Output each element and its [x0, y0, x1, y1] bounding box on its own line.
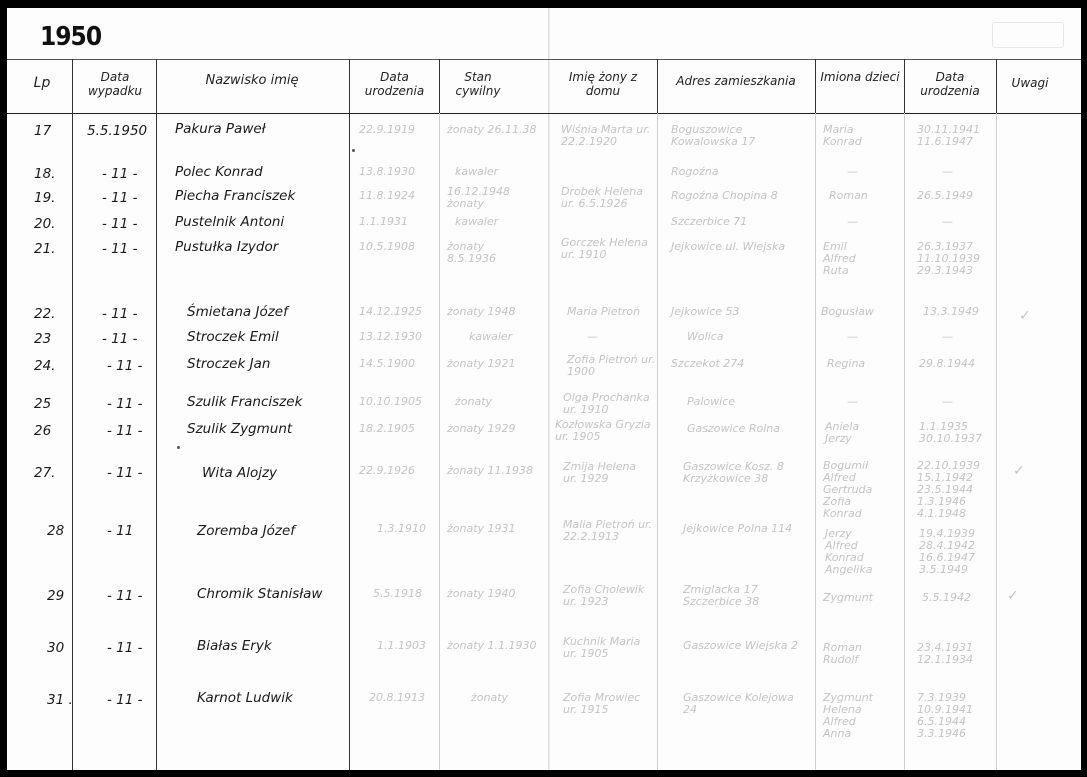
- row-wife: Gorczek Helena ur. 1910: [561, 236, 648, 261]
- row-child-births: —: [942, 395, 953, 408]
- row-address: Szczekot 274: [671, 357, 745, 370]
- row-wife: Wiśnia Marta ur. 22.2.1920: [561, 123, 651, 148]
- column-divider-faint: [996, 113, 997, 770]
- row-birth: 22.9.1919: [359, 123, 415, 136]
- row-civil: żonaty 1940: [447, 587, 516, 600]
- column-divider-faint: [657, 113, 658, 770]
- header-uwagi: Uwagi: [1011, 76, 1049, 90]
- column-divider: [815, 59, 816, 113]
- row-wife: Zofia Cholewik ur. 1923: [563, 583, 645, 608]
- row-address: Zmiglacka 17 Szczerbice 38: [683, 583, 760, 608]
- row-child-births: 5.5.1942: [922, 591, 971, 604]
- row-name: Śmietana Józef: [187, 304, 288, 320]
- header-data-urodzenia: Data urodzenia: [364, 70, 425, 98]
- row-name: Polec Konrad: [175, 164, 263, 180]
- row-child-births: 26.5.1949: [917, 189, 973, 202]
- row-address: Gaszowice Wiejska 2: [683, 639, 798, 652]
- row-child-births: 1.1.1935 30.10.1937: [919, 420, 982, 445]
- row-name: Stroczek Emil: [187, 329, 279, 345]
- row-children: —: [847, 330, 858, 343]
- row-civil: żonaty 8.5.1936: [447, 240, 496, 265]
- row-birth: 18.2.1905: [359, 422, 415, 435]
- row-children: —: [847, 215, 858, 228]
- row-lp: 22.: [34, 306, 56, 322]
- row-civil: żonaty 1948: [447, 305, 516, 318]
- row-civil: żonaty 1921: [447, 357, 516, 370]
- column-divider-faint: [815, 113, 816, 770]
- row-lp: 27.: [34, 465, 56, 481]
- row-children: —: [847, 395, 858, 408]
- row-wife: Drobek Helena ur. 6.5.1926: [561, 185, 643, 210]
- row-child-births: 22.10.1939 15.1.1942 23.5.1944 1.3.1946 4.1.1948: [917, 459, 980, 520]
- check-mark: ✓: [1007, 588, 1019, 604]
- row-civil: żonaty 11.1938: [447, 464, 534, 477]
- column-divider-faint: [439, 113, 440, 770]
- row-civil: żonaty 1931: [447, 522, 516, 535]
- row-date: - 11 -: [102, 306, 138, 322]
- row-name: Stroczek Jan: [187, 356, 271, 372]
- row-lp: 25: [34, 396, 52, 412]
- row-address: Jejkowice ul. Wiejska: [671, 240, 786, 253]
- row-birth: 13.8.1930: [359, 165, 415, 178]
- row-children: Jerzy Alfred Konrad Angelika: [825, 527, 873, 576]
- row-children: —: [847, 165, 858, 178]
- header-nazwisko-imie: Nazwisko imię: [205, 73, 299, 88]
- row-wife: Malia Pietroń ur. 22.2.1913: [563, 518, 653, 543]
- header-top-rule: [7, 59, 1081, 60]
- row-address: Rogoźna: [671, 165, 719, 178]
- year-heading: 1950: [40, 22, 102, 52]
- row-date: - 11 -: [107, 692, 143, 708]
- row-name: Karnot Ludwik: [197, 690, 293, 706]
- row-wife: —: [587, 330, 598, 343]
- row-date: - 11 -: [102, 331, 138, 347]
- row-date: - 11: [107, 523, 134, 539]
- row-lp: 20.: [34, 216, 56, 232]
- row-lp: 21.: [34, 241, 56, 257]
- row-children: Zygmunt: [823, 591, 873, 604]
- column-divider: [904, 59, 905, 113]
- column-divider-faint: [904, 113, 905, 770]
- check-mark: ✓: [1019, 308, 1031, 324]
- row-wife: Olga Prochanka ur. 1910: [563, 391, 650, 416]
- row-wife: Zmija Helena ur. 1929: [563, 460, 637, 485]
- row-child-births: 7.3.1939 10.9.1941 6.5.1944 3.3.1946: [917, 691, 973, 740]
- row-address: Jejkowice 53: [671, 305, 740, 318]
- row-name: Chromik Stanisław: [197, 586, 323, 602]
- row-lp: 30: [47, 640, 65, 656]
- row-child-births: 19.4.1939 28.4.1942 16.6.1947 3.5.1949: [919, 527, 975, 576]
- row-civil: żonaty: [455, 395, 493, 408]
- row-lp: 26: [34, 423, 52, 439]
- row-children: Zygmunt Helena Alfred Anna: [823, 691, 873, 740]
- column-divider: [439, 59, 440, 113]
- row-child-births: —: [942, 330, 953, 343]
- row-address: Wolica: [687, 330, 724, 343]
- row-date: - 11 -: [107, 640, 143, 656]
- header-stan-cywilny: Stan cywilny: [455, 70, 501, 98]
- row-lp: 17: [34, 123, 52, 139]
- row-date: 5.5.1950: [87, 123, 148, 139]
- row-children: Regina: [827, 357, 866, 370]
- row-date: - 11 -: [107, 423, 143, 439]
- row-children: Bogusław: [821, 305, 874, 318]
- row-child-births: —: [942, 165, 953, 178]
- column-divider: [156, 59, 157, 770]
- row-lp: 18.: [34, 166, 56, 182]
- row-birth: 1.1.1903: [377, 639, 426, 652]
- row-children: Roman: [829, 189, 868, 202]
- header-imie-zony: Imię żony z domu: [568, 70, 638, 98]
- row-date: - 11 -: [107, 465, 143, 481]
- header-adres: Adres zamieszkania: [676, 74, 796, 88]
- row-children: Bogumił Alfred Gertruda Zofia Konrad: [823, 459, 873, 520]
- row-date: - 11 -: [107, 358, 143, 374]
- header-imiona-dzieci: Imiona dzieci: [820, 70, 900, 84]
- row-address: Gaszowice Kosz. 8 Krzyżkowice 38: [683, 460, 784, 485]
- row-address: Gaszowice Rolna: [687, 422, 781, 435]
- row-birth: 20.8.1913: [369, 691, 425, 704]
- row-child-births: 13.3.1949: [923, 305, 979, 318]
- row-birth: 5.5.1918: [373, 587, 422, 600]
- column-divider: [657, 59, 658, 113]
- row-date: - 11 -: [102, 216, 138, 232]
- row-name: Piecha Franciszek: [175, 188, 296, 204]
- row-wife: Zofia Mrowiec ur. 1915: [563, 691, 641, 716]
- row-wife: Kozłowska Gryzia ur. 1905: [555, 418, 651, 443]
- header-data-wypadku: Data wypadku: [87, 70, 143, 98]
- row-children: Aniela Jerzy: [825, 420, 860, 445]
- row-civil: kawaler: [455, 165, 499, 178]
- row-civil: 16.12.1948 żonaty: [447, 185, 510, 210]
- row-wife: Kuchnik Maria ur. 1905: [563, 635, 641, 660]
- row-child-births: 30.11.1941 11.6.1947: [917, 123, 980, 148]
- row-name: Szulik Franciszek: [187, 394, 303, 410]
- row-birth: 1.1.1931: [359, 215, 408, 228]
- row-name: Wita Alojzy: [202, 465, 278, 481]
- page-fold: [548, 8, 550, 770]
- ink-speck: [177, 446, 180, 449]
- check-mark: ✓: [1013, 463, 1025, 479]
- row-name: Szulik Zygmunt: [187, 421, 293, 437]
- row-birth: 14.12.1925: [359, 305, 422, 318]
- row-child-births: —: [942, 215, 953, 228]
- row-birth: 22.9.1926: [359, 464, 415, 477]
- row-lp: 29: [47, 588, 65, 604]
- row-lp: 28: [47, 523, 65, 539]
- column-divider: [349, 59, 350, 770]
- row-birth: 1.3.1910: [377, 522, 426, 535]
- row-lp: 23: [34, 331, 52, 347]
- row-birth: 10.10.1905: [359, 395, 422, 408]
- row-birth: 10.5.1908: [359, 240, 415, 253]
- row-birth: 14.5.1900: [359, 357, 415, 370]
- row-address: Szczerbice 71: [671, 215, 748, 228]
- header-lp: Lp: [33, 75, 51, 91]
- ink-speck: [352, 149, 355, 152]
- column-divider: [72, 59, 73, 770]
- row-civil: kawaler: [469, 330, 513, 343]
- row-name: Zoremba Józef: [197, 523, 296, 539]
- row-date: - 11 -: [102, 166, 138, 182]
- row-child-births: 23.4.1931 12.1.1934: [917, 641, 973, 666]
- register-page: [7, 8, 1081, 770]
- row-wife: Zofia Pietroń ur. 1900: [567, 353, 656, 378]
- row-child-births: 29.8.1944: [919, 357, 975, 370]
- row-lp: 19.: [34, 190, 56, 206]
- row-civil: żonaty 1.1.1930: [447, 639, 537, 652]
- row-civil: żonaty 1929: [447, 422, 516, 435]
- row-date: - 11 -: [107, 396, 143, 412]
- row-address: Jejkowice Polna 114: [683, 522, 793, 535]
- row-birth: 13.12.1930: [359, 330, 422, 343]
- header-data-urodzenia-dzieci: Data urodzenia: [920, 70, 980, 98]
- row-lp: 31 .: [47, 692, 73, 708]
- row-children: Maria Konrad: [823, 123, 862, 148]
- row-address: Palowice: [687, 395, 736, 408]
- faded-stamp: [992, 22, 1064, 48]
- row-date: - 11 -: [107, 588, 143, 604]
- row-address: Boguszowice Kowalowska 17: [671, 123, 756, 148]
- row-civil: żonaty: [471, 691, 509, 704]
- column-divider: [996, 59, 997, 113]
- row-address: Rogoźna Chopina 8: [671, 189, 778, 202]
- row-address: Gaszowice Kolejowa 24: [683, 691, 794, 716]
- row-children: Roman Rudolf: [823, 641, 862, 666]
- row-date: - 11 -: [102, 241, 138, 257]
- row-civil: kawaler: [455, 215, 499, 228]
- row-name: Pustułka Izydor: [175, 239, 279, 255]
- row-child-births: 26.3.1937 11.10.1939 29.3.1943: [917, 240, 980, 277]
- row-name: Pustelnik Antoni: [175, 214, 285, 230]
- row-children: Emil Alfred Ruta: [823, 240, 856, 277]
- row-date: - 11 -: [102, 190, 138, 206]
- row-name: Pakura Paweł: [175, 121, 266, 137]
- row-lp: 24.: [34, 358, 56, 374]
- row-wife: Maria Pietroń: [567, 305, 641, 318]
- header-bottom-rule: [7, 113, 1081, 114]
- row-birth: 11.8.1924: [359, 189, 415, 202]
- row-civil: żonaty 26.11.38: [447, 123, 537, 136]
- row-name: Białas Eryk: [197, 638, 272, 654]
